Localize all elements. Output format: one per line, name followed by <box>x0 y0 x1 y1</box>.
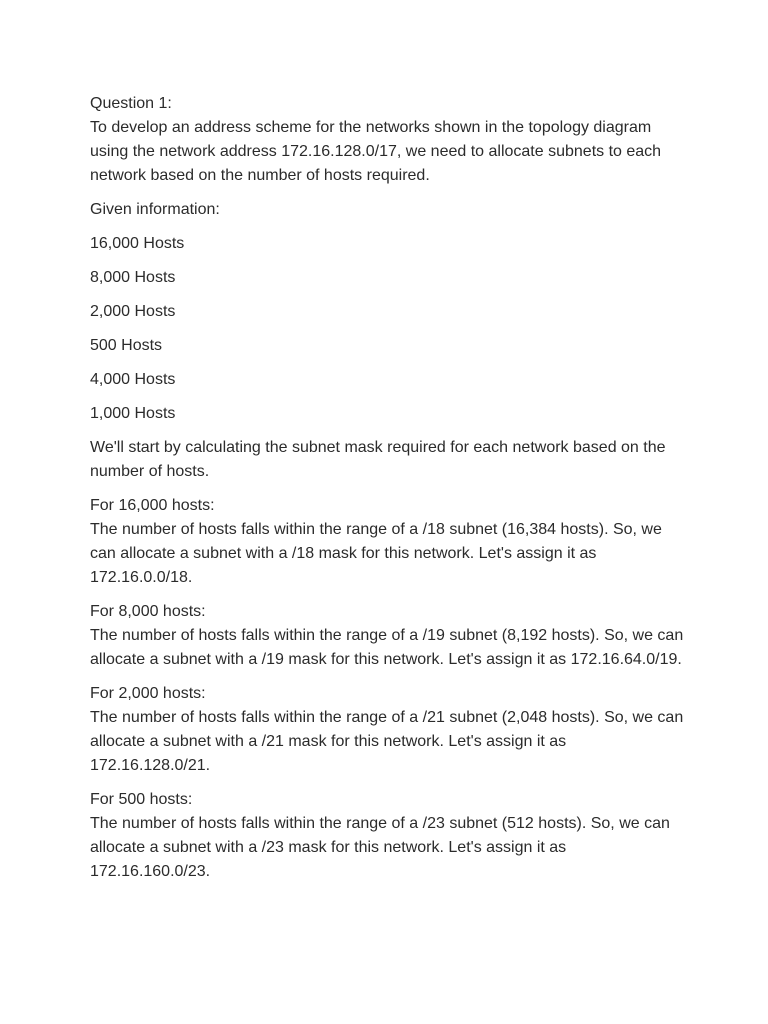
host-item: 2,000 Hosts <box>90 303 176 320</box>
subnet-section <box>90 494 688 590</box>
subnet-section <box>90 788 688 884</box>
subnet-heading: For 8,000 hosts: <box>90 603 206 620</box>
subnet-section <box>90 600 688 672</box>
subnet-heading: For 500 hosts: <box>90 791 193 808</box>
subnet-section <box>90 682 688 778</box>
question-paragraph <box>90 92 688 188</box>
subnet-body: The number of hosts falls within the range of a /19 subnet (8,192 hosts). So, we can allocate a subnet with a /19 mask for this network. Let's assign it as 172.16.64.0/19. <box>90 627 684 668</box>
intro-paragraph: We'll start by calculating the subnet mask required for each network based on the number of hosts. <box>90 439 666 480</box>
host-item: 500 Hosts <box>90 337 163 354</box>
subnet-heading: For 2,000 hosts: <box>90 685 206 702</box>
document-page <box>90 92 688 894</box>
subnet-body: The number of hosts falls within the range of a /21 subnet (2,048 hosts). So, we can allocate a subnet with a /21 mask for this network. Let's assign it as 172.16.128.0/21. <box>90 709 684 774</box>
question-heading: Question 1: <box>90 95 172 112</box>
subnet-body: The number of hosts falls within the range of a /18 subnet (16,384 hosts). So, we can allocate a subnet with a /18 mask for this network. Let's assign it as 172.16.0.0/18. <box>90 521 662 586</box>
host-item: 1,000 Hosts <box>90 405 176 422</box>
subnet-heading: For 16,000 hosts: <box>90 497 215 514</box>
subnet-body: The number of hosts falls within the range of a /23 subnet (512 hosts). So, we can allocate a subnet with a /23 mask for this network. Let's assign it as 172.16.160.0/23. <box>90 815 670 880</box>
host-item: 4,000 Hosts <box>90 371 176 388</box>
host-item: 16,000 Hosts <box>90 235 185 252</box>
host-item: 8,000 Hosts <box>90 269 176 286</box>
question-body: To develop an address scheme for the networks shown in the topology diagram using the network address 172.16.128.0/17, we need to allocate subnets to each network based on the number of hosts required. <box>90 119 662 184</box>
given-heading: Given information: <box>90 201 220 218</box>
